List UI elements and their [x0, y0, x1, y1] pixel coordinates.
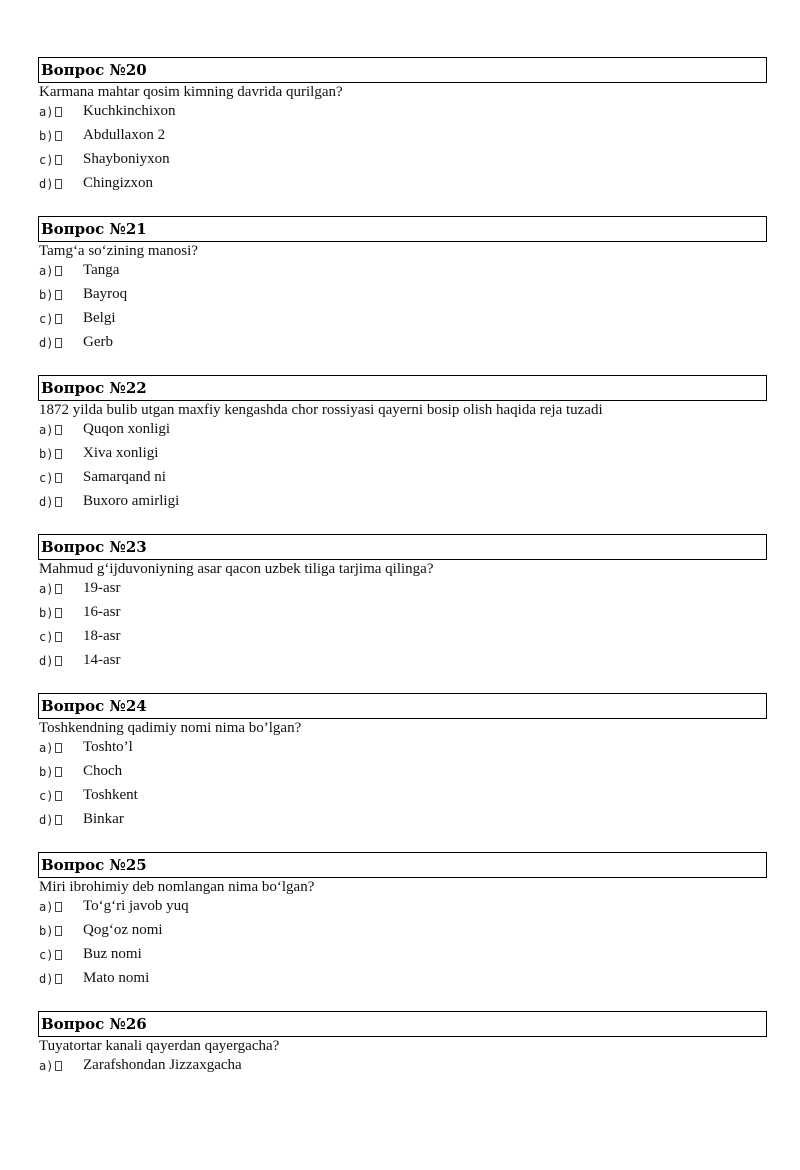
- option-text: Toshto’l: [83, 739, 133, 755]
- question-block: [38, 693, 765, 852]
- option-text: 18-asr: [83, 628, 121, 644]
- checkbox-icon[interactable]: [55, 425, 62, 435]
- option-text: Buxoro amirligi: [83, 493, 180, 509]
- option-text: Qog‘oz nomi: [83, 922, 163, 938]
- checkbox-icon[interactable]: [55, 473, 62, 483]
- answer-option[interactable]: [39, 150, 539, 174]
- checkbox-icon[interactable]: [55, 926, 62, 936]
- option-letter: d): [39, 177, 54, 191]
- checkbox-icon[interactable]: [55, 179, 62, 189]
- option-letter: d): [39, 813, 54, 827]
- option-letter: c): [39, 153, 54, 167]
- option-text: Abdullaxon 2: [83, 127, 166, 143]
- answer-option[interactable]: [39, 762, 539, 786]
- question-text: Tamg‘a so‘zining manosi?: [39, 243, 198, 259]
- answer-option[interactable]: [39, 786, 539, 810]
- checkbox-icon[interactable]: [55, 902, 62, 912]
- option-text: Belgi: [83, 310, 116, 326]
- option-letter: d): [39, 495, 54, 509]
- checkbox-icon[interactable]: [55, 107, 62, 117]
- option-text: Bayroq: [83, 286, 128, 302]
- answer-option[interactable]: [39, 897, 539, 921]
- question-title: Вопрос №25: [38, 852, 767, 878]
- question-block: [38, 1011, 765, 1170]
- option-letter: a): [39, 264, 54, 278]
- option-text: 14-asr: [83, 652, 121, 668]
- answer-option[interactable]: [39, 1056, 539, 1080]
- option-letter: a): [39, 582, 54, 596]
- question-text: Miri ibrohimiy deb nomlangan nima bo‘lgan?: [39, 879, 315, 895]
- option-text: Toshkent: [83, 787, 138, 803]
- question-block: [38, 216, 765, 375]
- answer-options: [39, 738, 539, 834]
- option-text: Samarqand ni: [83, 469, 166, 485]
- answer-option[interactable]: [39, 420, 539, 444]
- checkbox-icon[interactable]: [55, 290, 62, 300]
- question-block: [38, 852, 765, 1011]
- question-block: [38, 375, 765, 534]
- answer-option[interactable]: [39, 492, 539, 516]
- answer-option[interactable]: [39, 444, 539, 468]
- checkbox-icon[interactable]: [55, 743, 62, 753]
- answer-options: [39, 579, 539, 675]
- option-letter: a): [39, 1059, 54, 1073]
- option-letter: b): [39, 924, 54, 938]
- question-title: Вопрос №23: [38, 534, 767, 560]
- answer-option[interactable]: [39, 333, 539, 357]
- answer-option[interactable]: [39, 603, 539, 627]
- checkbox-icon[interactable]: [55, 815, 62, 825]
- checkbox-icon[interactable]: [55, 974, 62, 984]
- checkbox-icon[interactable]: [55, 155, 62, 165]
- checkbox-icon[interactable]: [55, 656, 62, 666]
- option-text: Binkar: [83, 811, 124, 827]
- option-letter: a): [39, 900, 54, 914]
- option-letter: b): [39, 288, 54, 302]
- answer-option[interactable]: [39, 945, 539, 969]
- answer-option[interactable]: [39, 126, 539, 150]
- answer-option[interactable]: [39, 174, 539, 198]
- answer-option[interactable]: [39, 810, 539, 834]
- checkbox-icon[interactable]: [55, 1061, 62, 1071]
- question-text: 1872 yilda bulib utgan maxfiy kengashda chor rossiyasi qayerni bosip olish haqida reja tuzadi: [39, 402, 603, 418]
- option-letter: d): [39, 972, 54, 986]
- answer-option[interactable]: [39, 102, 539, 126]
- option-letter: b): [39, 606, 54, 620]
- option-text: Chingizxon: [83, 175, 153, 191]
- option-text: Mato nomi: [83, 970, 150, 986]
- option-letter: c): [39, 630, 54, 644]
- checkbox-icon[interactable]: [55, 950, 62, 960]
- answer-options: [39, 261, 539, 357]
- checkbox-icon[interactable]: [55, 584, 62, 594]
- checkbox-icon[interactable]: [55, 497, 62, 507]
- answer-options: [39, 102, 539, 198]
- option-letter: c): [39, 948, 54, 962]
- option-text: Tanga: [83, 262, 120, 278]
- option-letter: c): [39, 312, 54, 326]
- option-text: Gerb: [83, 334, 113, 350]
- option-letter: a): [39, 741, 54, 755]
- answer-option[interactable]: [39, 468, 539, 492]
- question-title: Вопрос №22: [38, 375, 767, 401]
- answer-option[interactable]: [39, 738, 539, 762]
- checkbox-icon[interactable]: [55, 131, 62, 141]
- question-list: [38, 57, 765, 1170]
- checkbox-icon[interactable]: [55, 449, 62, 459]
- answer-option[interactable]: [39, 285, 539, 309]
- question-title: Вопрос №20: [38, 57, 767, 83]
- option-letter: b): [39, 447, 54, 461]
- question-block: [38, 534, 765, 693]
- option-text: 19-asr: [83, 580, 121, 596]
- answer-options: [39, 897, 539, 993]
- checkbox-icon[interactable]: [55, 338, 62, 348]
- option-text: Shayboniyxon: [83, 151, 170, 167]
- checkbox-icon[interactable]: [55, 767, 62, 777]
- checkbox-icon[interactable]: [55, 314, 62, 324]
- answer-option[interactable]: [39, 261, 539, 285]
- question-text: Tuyatortar kanali qayerdan qayergacha?: [39, 1038, 280, 1054]
- option-letter: b): [39, 765, 54, 779]
- question-block: [38, 57, 765, 216]
- option-text: Buz nomi: [83, 946, 142, 962]
- answer-options: [39, 420, 539, 516]
- option-letter: d): [39, 336, 54, 350]
- answer-option[interactable]: [39, 921, 539, 945]
- question-title: Вопрос №26: [38, 1011, 767, 1037]
- option-letter: c): [39, 471, 54, 485]
- option-letter: d): [39, 654, 54, 668]
- checkbox-icon[interactable]: [55, 608, 62, 618]
- answer-option[interactable]: [39, 309, 539, 333]
- question-text: Toshkendning qadimiy nomi nima bo’lgan?: [39, 720, 302, 736]
- option-text: Choch: [83, 763, 123, 779]
- option-text: Kuchkinchixon: [83, 103, 176, 119]
- question-title: Вопрос №24: [38, 693, 767, 719]
- checkbox-icon[interactable]: [55, 266, 62, 276]
- option-text: Quqon xonligi: [83, 421, 171, 437]
- answer-option[interactable]: [39, 579, 539, 603]
- answer-options: [39, 1056, 539, 1080]
- answer-option[interactable]: [39, 651, 539, 675]
- option-letter: c): [39, 789, 54, 803]
- answer-option[interactable]: [39, 627, 539, 651]
- question-title: Вопрос №21: [38, 216, 767, 242]
- option-text: Xiva xonligi: [83, 445, 159, 461]
- option-letter: a): [39, 423, 54, 437]
- option-letter: b): [39, 129, 54, 143]
- option-letter: a): [39, 105, 54, 119]
- checkbox-icon[interactable]: [55, 791, 62, 801]
- question-text: Karmana mahtar qosim kimning davrida qurilgan?: [39, 84, 343, 100]
- checkbox-icon[interactable]: [55, 632, 62, 642]
- answer-option[interactable]: [39, 969, 539, 993]
- question-text: Mahmud g‘ijduvoniyning asar qacon uzbek tiliga tarjima qilinga?: [39, 561, 434, 577]
- option-text: Zarafshondan Jizzaxgacha: [83, 1057, 242, 1073]
- option-text: To‘g‘ri javob yuq: [83, 898, 189, 914]
- option-text: 16-asr: [83, 604, 121, 620]
